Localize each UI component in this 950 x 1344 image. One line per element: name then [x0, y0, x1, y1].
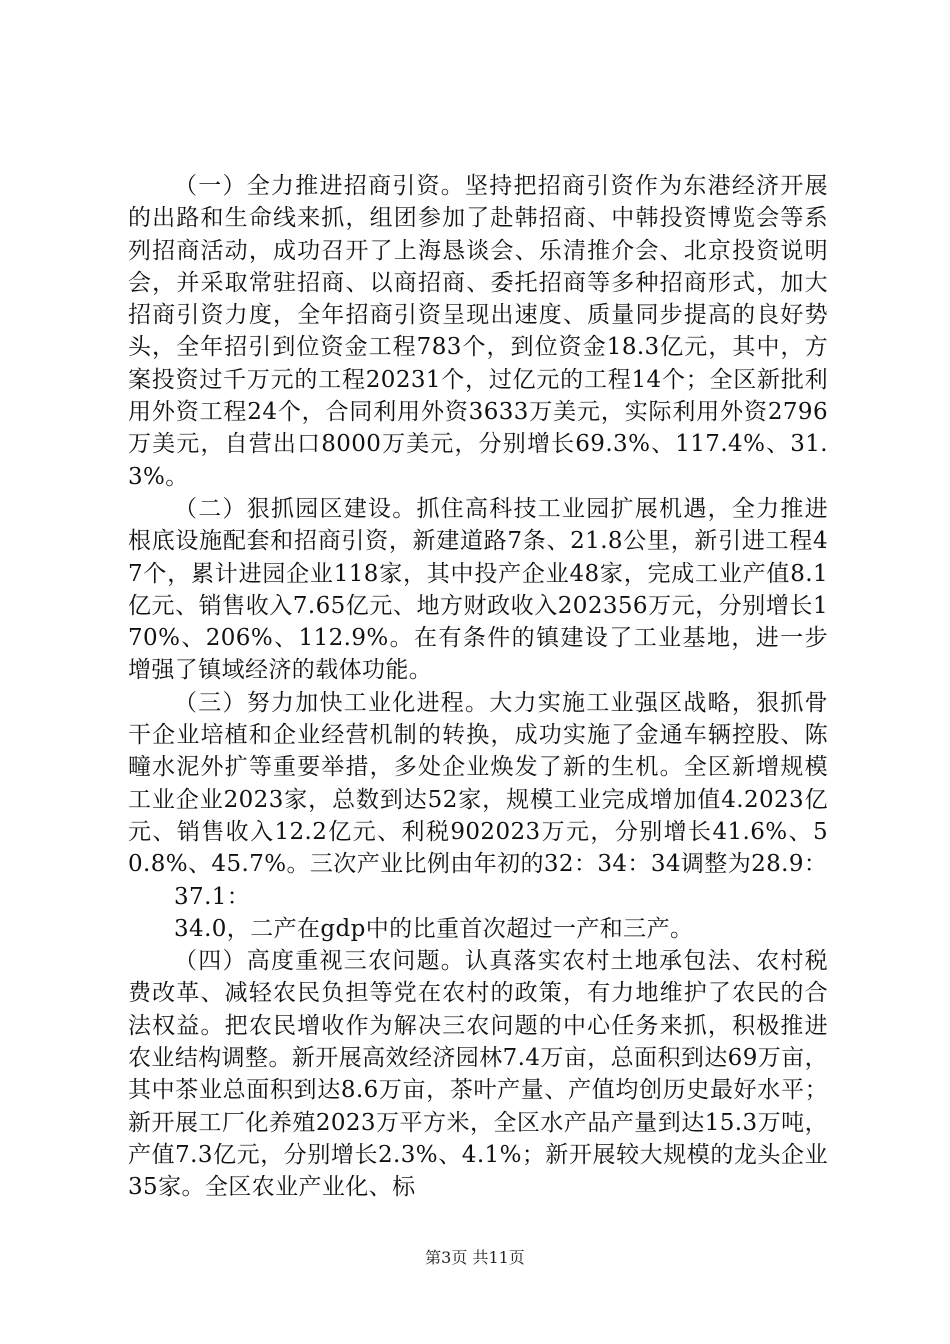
paragraph-3: （三）努力加快工业化进程。大力实施工业强区战略，狠抓骨干企业培植和企业经营机制的转换，成功实施了金通车辆控股、陈疃水泥外扩等重要举措，多处企业焕发了新的生机。全区新增规模工业企业2023家，总数到达52家，规模工业完成增加值4.2023亿元、销售收入12.2亿元、利税902023万元，分别增长41.6%、50.8%、45.7%。三次产业比例由年初的32：34：34调整为28.9：	[128, 689, 828, 878]
document-body	[128, 170, 828, 1204]
page-footer: 第3页 共11页	[425, 1248, 525, 1267]
paragraph-1: （一）全力推进招商引资。坚持把招商引资作为东港经济开展的出路和生命线来抓，组团参加了赴韩招商、中韩投资博览会等系列招商活动，成功召开了上海恳谈会、乐清推介会、北京投资说明会，并采取常驻招商、以商招商、委托招商等多种招商形式，加大招商引资力度，全年招商引资呈现出速度、质量同步提高的良好势头，全年招引到位资金工程783个，到位资金18.3亿元，其中，方案投资过千万元的工程20231个，过亿元的工程14个；全区新批利用外资工程24个，合同利用外资3633万美元，实际利用外资2796万美元，自营出口8000万美元，分别增长69.3%、117.4%、31.3%。	[128, 173, 828, 490]
paragraph-6: （四）高度重视三农问题。认真落实农村土地承包法、农村税费改革、减轻农民负担等党在农村的政策，有力地维护了农民的合法权益。把农民增收作为解决三农问题的中心任务来抓，积极推进农业结构调整。新开展高效经济园林7.4万亩，总面积到达69万亩，其中茶业总面积到达8.6万亩，茶叶产量、产值均创历史最好水平；新开展工厂化养殖2023万平方米，全区水产品产量到达15.3万吨，产值7.3亿元，分别增长2.3%、4.1%；新开展较大规模的龙头企业35家。全区农业产业化、标	[128, 948, 828, 1201]
paragraph-4: 37.1：	[174, 883, 251, 910]
paragraph-2: （二）狠抓园区建设。抓住高科技工业园扩展机遇，全力推进根底设施配套和招商引资，新建道路7条、21.8公里，新引进工程47个，累计进园企业118家，其中投产企业48家，完成工业产值8.1亿元、销售收入7.65亿元、地方财政收入202356万元，分别增长170%、206%、112.9%。在有条件的镇建设了工业基地，进一步增强了镇域经济的载体功能。	[128, 495, 828, 684]
paragraph-5: 34.0，二产在gdp中的比重首次超过一产和三产。	[174, 915, 694, 942]
